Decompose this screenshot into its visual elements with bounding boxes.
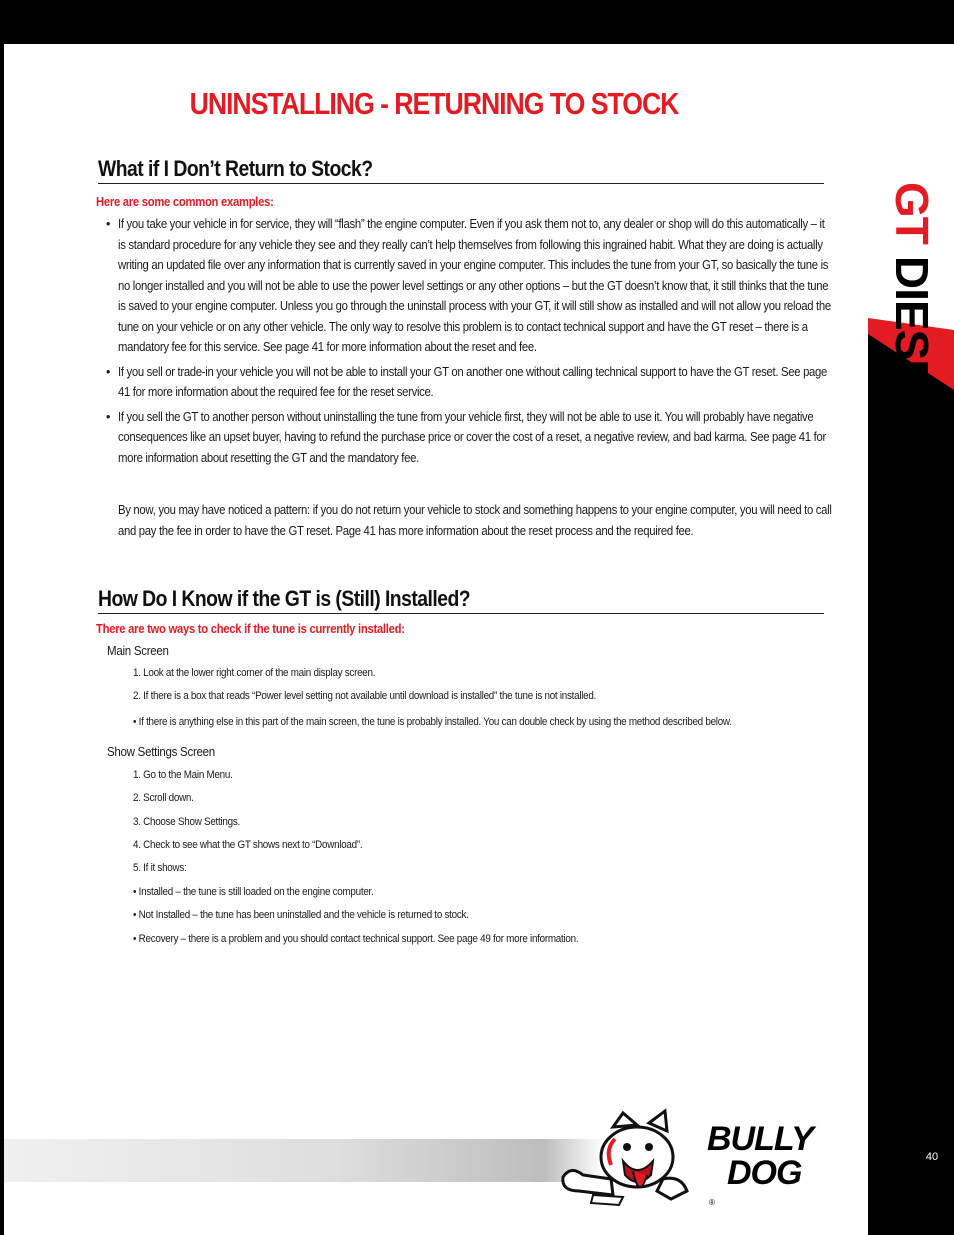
brand-gt: GT [886,182,938,244]
main-screen-step [133,716,813,728]
examples-subheading [96,195,293,209]
pattern-paragraph-text: By now, you may have noticed a pattern: if you do not return your vehicle to stock and something happens to your engine computer, you will need to call and pay the fee in order to have the GT reset. Page 41 has more information about the reset process and the required fee. [118,503,832,538]
bullet-mark: • [106,217,111,231]
list-item [100,407,832,469]
bulldog-mascot-icon [563,1111,687,1205]
main-screen-step [133,690,659,702]
show-settings-label [107,744,227,759]
step-text: 1. Go to the Main Menu. [133,769,233,781]
check-methods-subheading [96,622,439,636]
brand-diesel: DIESEL [886,255,938,417]
check-methods-subheading-text: There are two ways to check if the tune is currently installed: [96,622,405,636]
main-screen-label [107,643,176,658]
main-screen-step [133,667,408,679]
step-text: 1. Look at the lower right corner of the main display screen. [133,667,376,679]
step-text: 5. If it shows: [133,862,187,874]
section-heading-text: What if I Don’t Return to Stock? [98,156,373,181]
examples-list [100,214,832,472]
show-settings-step [133,862,194,874]
section-heading-text: How Do I Know if the GT is (Still) Installed? [98,586,471,611]
step-text: • Not Installed – the tune has been uninstalled and the vehicle is returned to stock. [133,909,469,921]
page-number: 40 [925,1151,939,1163]
sidebar-brand-label [869,90,954,417]
step-text: • Recovery – there is a problem and you should contact technical support. See page 49 for more information. [133,933,579,945]
registered-mark: ® [709,1198,715,1207]
step-text: • If there is anything else in this part of the main screen, the tune is probably installed. You can double check by using the method described below. [133,716,732,728]
bullet-mark: • [106,364,111,379]
show-settings-label-text: Show Settings Screen [107,744,215,759]
show-settings-step [133,839,394,851]
list-item-text: If you take your vehicle in for service, they will “flash” the engine computer. Even if you ask them not to, any dealer or shop will do this automatically – it is standard procedure for any vehicle they see and they really can’t help themselves from following this ingrained habit. What they are doing is actually writing an updated file over any information that is currently saved in your engine computer. This includes the tune from your GT, so basically the tune is no longer installed and you will not be able to use the power level settings or any other options – but the GT doesn’t know that, it still thinks that the tune is saved to your engine computer. Unless you go through the uninstall process with your GT, it will still show as installed and will not allow you reload the tune on your vehicle or on any other vehicle. The only way to resolve this problem is to contact technical support and have the GT reset – there is a mandatory fee for this service. See page 41 for more information about the reset and fee. [118,217,831,354]
show-settings-step [133,816,255,828]
list-item [100,214,832,358]
list-item-text: If you sell the GT to another person without uninstalling the tune from your vehicle first, they will not be able to use it. You will probably have negative consequences like an upset buyer, having to refund the purchase price or cover the cost of a reset, a negative review, and bad karma. See page 41 for more information about resetting the GT and the mandatory fee. [118,409,826,465]
list-item [100,362,832,403]
show-settings-step [133,886,406,898]
step-text: 2. If there is a box that reads “Power level setting not available until download is installed” the tune is not installed. [133,690,597,702]
show-settings-step [133,933,639,945]
show-settings-step [133,909,514,921]
step-text: 2. Scroll down. [133,792,194,804]
footer-gradient-strip [4,1139,604,1182]
pattern-paragraph [118,500,832,541]
logo-wordmark-dog: DOG [727,1154,802,1192]
bully-dog-logo [553,1105,843,1209]
section-heading-check-installed [98,586,824,614]
show-settings-step [133,769,246,781]
show-settings-step [133,792,202,804]
step-text: 3. Choose Show Settings. [133,816,240,828]
section-heading-return-to-stock [98,156,824,184]
page-title: UNINSTALLING - RETURNING TO STOCK [189,86,679,121]
examples-subheading-text: Here are some common examples: [96,195,274,209]
main-screen-label-text: Main Screen [107,643,169,658]
list-item-text: If you sell or trade-in your vehicle you will not be able to install your GT on another one without calling technical support to have the GT reset. See page 41 for more information about the required fee for the reset service. [118,364,828,399]
bullet-mark: • [106,409,111,424]
logo-wordmark-bully: BULLY [707,1120,813,1158]
step-text: 4. Check to see what the GT shows next to “Download”. [133,839,363,851]
step-text: • Installed – the tune is still loaded on the engine computer. [133,886,374,898]
